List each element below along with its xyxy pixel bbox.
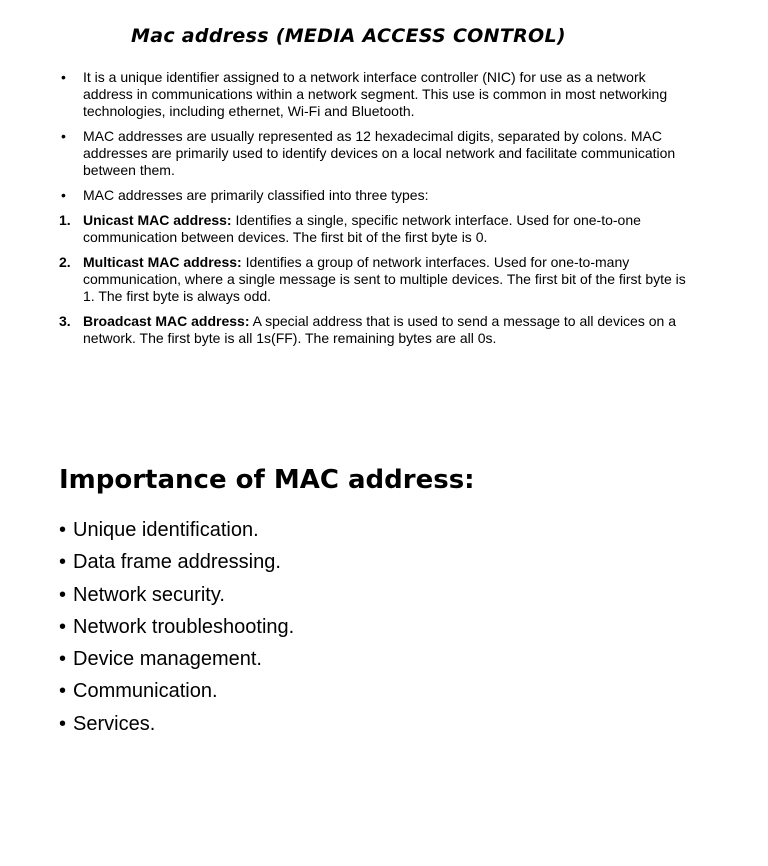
intro-bullet-text: MAC addresses are primarily classified into three types:: [83, 187, 429, 203]
type-item-broadcast: [59, 313, 689, 347]
importance-item: [59, 675, 294, 707]
type-item-multicast: [59, 254, 689, 305]
importance-item-text: Device management.: [73, 648, 262, 671]
type-term: Broadcast MAC address:: [83, 313, 250, 329]
type-term: Multicast MAC address:: [83, 254, 242, 270]
importance-item-text: Data frame addressing.: [73, 551, 281, 574]
intro-bullet: [59, 187, 689, 204]
importance-item: [59, 514, 294, 546]
importance-item-text: Services.: [73, 712, 156, 735]
importance-item: [59, 643, 294, 675]
type-term: Unicast MAC address:: [83, 212, 232, 228]
importance-item-text: Communication.: [73, 680, 218, 703]
type-description: Identifies a group of network interfaces. Used for one-to-many communication, where a single message is sent to multiple devices. The first bit of the first byte is 1. The first byte is always odd.: [83, 254, 686, 304]
type-number: 1.: [59, 212, 71, 228]
type-description: Identifies a single, specific network interface. Used for one-to-one communication between devices. The first bit of the first byte is 0.: [83, 212, 641, 245]
importance-item: [59, 611, 294, 643]
type-description: A special address that is used to send a message to all devices on a network. The first byte is all 1s(FF). The remaining bytes are all 0s.: [83, 313, 676, 346]
importance-item: [59, 579, 294, 611]
intro-bullet-text: MAC addresses are usually represented as 12 hexadecimal digits, separated by colons. MAC addresses are primarily used to identify devices on a local network and facilitate communication between them.: [83, 128, 676, 178]
importance-item-text: Unique identification.: [73, 519, 259, 541]
importance-item-text: Network troubleshooting.: [73, 615, 295, 638]
importance-item: [59, 708, 294, 740]
bullet-marker: •: [59, 648, 67, 671]
importance-item: [59, 546, 294, 578]
type-item-unicast: [59, 212, 689, 246]
bullet-marker: •: [59, 583, 67, 606]
intro-bullet: [59, 128, 689, 179]
importance-item-text: Network security.: [73, 583, 225, 606]
bullet-marker: •: [59, 615, 67, 638]
bullet-marker: •: [59, 712, 67, 735]
type-number: 2.: [59, 254, 71, 270]
importance-list: [59, 514, 294, 740]
intro-bullet-text: It is a unique identifier assigned to a network interface controller (NIC) for use as a network address in communications within a network segment. This use is common in most networking technologies, including ethernet, Wi-Fi and Bluetooth.: [83, 69, 668, 119]
intro-bullet: [59, 69, 689, 120]
bullet-marker: •: [59, 680, 67, 703]
bullet-marker: •: [61, 187, 66, 203]
importance-heading: Importance of MAC address:: [59, 465, 475, 495]
bullet-marker: •: [59, 551, 67, 574]
document-title: Mac address (MEDIA ACCESS CONTROL): [131, 25, 566, 47]
intro-list: [59, 69, 689, 355]
bullet-marker: •: [61, 128, 66, 144]
bullet-marker: •: [59, 519, 67, 541]
type-number: 3.: [59, 313, 71, 329]
bullet-marker: •: [61, 69, 66, 85]
